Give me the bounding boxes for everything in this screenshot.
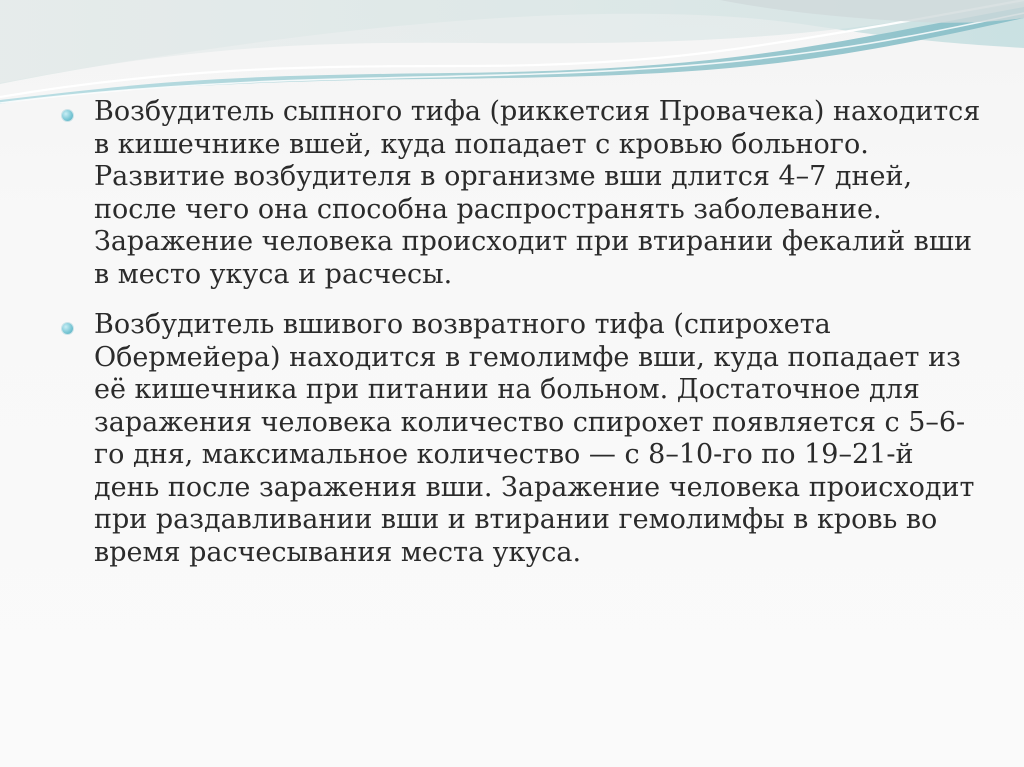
bullet-text: Возбудитель сыпного тифа (риккетсия Провачека) находится в кишечнике вшей, куда попадает с кровью больного. Развитие возбудителя в организме вши длится 4–7 дней, после чего она способна распространять заболевание. Заражение человека происходит при втирании фекалий вши в место укуса и расчесы. xyxy=(94,96,981,290)
circle-bullet-icon xyxy=(62,110,73,121)
content-area xyxy=(62,96,982,587)
circle-bullet-icon xyxy=(62,323,73,334)
bullet-item-2 xyxy=(62,309,982,569)
bullet-list xyxy=(62,96,982,569)
bullet-item-1 xyxy=(62,96,982,291)
bullet-text: Возбудитель вшивого возвратного тифа (спирохета Обермейера) находится в гемолимфе вши, куда попадает из её кишечника при питании на больном. Достаточное для заражения человека количество спирохет появляется с 5–6-го дня, максимальное количество — с 8–10-го по 19–21-й день после заражения вши. Заражение человека происходит при раздавливании вши и втирании гемолимфы в кровь во время расчесывания места укуса. xyxy=(94,309,975,568)
